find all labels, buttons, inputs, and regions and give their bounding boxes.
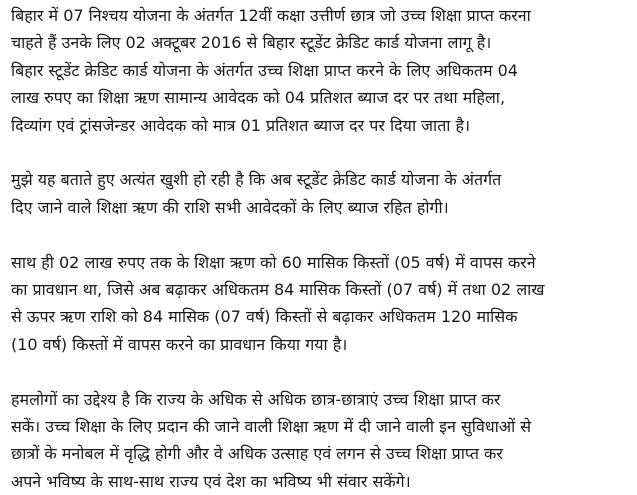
text-line: अपने भविष्य के साथ-साथ राज्य एवं देश का भविष्य भी संवार सकेंगे। <box>11 471 411 491</box>
paragraph-objective <box>11 386 637 495</box>
paragraph-interest-free <box>11 166 637 221</box>
text-line: लाख रुपए का शिक्षा ऋण सामान्य आवेदक को 04 प्रतिशत ब्याज दर पर तथा महिला, <box>11 88 506 108</box>
text-line: का प्रावधान था, जिसे अब बढ़ाकर अधिकतम 84 मासिक किस्तों (07 वर्ष) में तथा 02 लाख <box>11 280 545 300</box>
text-line: छात्रों के मनोबल में वृद्धि होगी और वे अधिक उत्साह एवं लगन से उच्च शिक्षा प्राप्त कर <box>11 444 503 464</box>
text-line: से ऊपर ऋण राशि को 84 मासिक (07 वर्ष) किस्तों से बढ़ाकर अधिकतम 120 मासिक <box>11 307 518 327</box>
text-line: हमलोगों का उद्देश्य है कि राज्य के अधिक से अधिक छात्र-छात्राएं उच्च शिक्षा प्राप्त कर <box>11 389 501 409</box>
text-line: बिहार स्टूडेंट क्रेडिट कार्ड योजना के अंतर्गत उच्च शिक्षा प्राप्त करने के लिए अधिकतम 04 <box>11 60 518 80</box>
paragraph-repayment <box>11 249 637 359</box>
text-line: (10 वर्ष) किस्तों में वापस करने का प्रावधान किया गया है। <box>11 334 348 354</box>
text-line: दिव्यांग एवं ट्रांसजेन्डर आवेदक को मात्र 01 प्रतिशत ब्याज दर पर दिया जाता है। <box>11 115 471 135</box>
text-line: सकें। उच्च शिक्षा के लिए प्रदान की जाने वाली शिक्षा ऋण में दी जाने वाली इन सुविधाओं से <box>11 417 532 437</box>
text-line: चाहते हैं उनके लिए 02 अक्टूबर 2016 से बिहार स्टूडेंट क्रेडिट कार्ड योजना लागू है। <box>11 33 492 53</box>
text-line: बिहार में 07 निश्चय योजना के अंतर्गत 12वीं कक्षा उत्तीर्ण छात्र जो उच्च शिक्षा प्राप्त करना <box>11 6 531 25</box>
paragraph-scheme-intro <box>11 2 637 139</box>
text-line: मुझे यह बताते हुए अत्यंत खुशी हो रही है कि अब स्टूडेंट क्रेडिट कार्ड योजना के अंतर्गत <box>11 170 502 190</box>
text-line: दिए जाने वाले शिक्षा ऋण की राशि सभी आवेदकों के लिए ब्याज रहित होगी। <box>11 197 449 217</box>
text-line: साथ ही 02 लाख रुपए तक के शिक्षा ऋण को 60 मासिक किस्तों (05 वर्ष) में वापस करने <box>11 252 536 272</box>
